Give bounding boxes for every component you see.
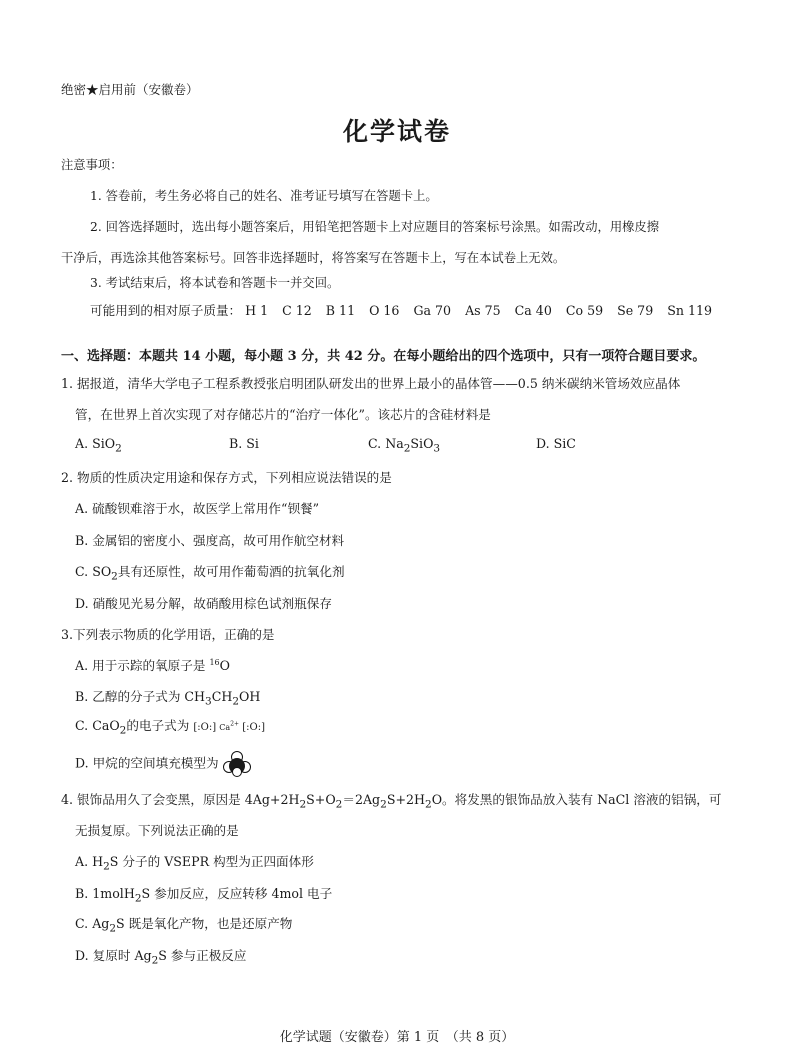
page-footer: 化学试题（安徽卷）第 1 页 （共 8 页） xyxy=(279,1030,515,1045)
mass-as: As 75 xyxy=(465,303,501,318)
notice-item-3: 3. 考试结束后，将本试卷和答题卡一并交回。 xyxy=(90,276,340,290)
q1-stem-line2: 管，在世界上首次实现了对存储芯片的“治疗一体化”。该芯片的含硅材料是 xyxy=(75,407,491,422)
q1-option-b[interactable]: B. Si xyxy=(229,436,259,451)
notice-heading: 注意事项： xyxy=(61,158,123,172)
q2-option-b[interactable]: B. 金属铝的密度小、强度高，故可用作航空材料 xyxy=(75,533,345,548)
atomic-masses xyxy=(90,300,712,319)
q2-option-c[interactable]: C. $SO_2$具有还原性，故可用作葡萄酒的抗氧化剂 xyxy=(75,564,345,583)
page-title: 化学试卷 xyxy=(342,117,451,146)
mass-c: C 12 xyxy=(282,303,312,318)
confidential-label: 绝密★启用前（安徽卷） xyxy=(61,82,199,97)
q3-stem: 3.下列表示物质的化学用语，正确的是 xyxy=(61,627,275,642)
q3-option-a[interactable]: A. 用于示踪的氧原子是 $^{16}$O xyxy=(75,657,230,673)
q1-option-a[interactable]: A. SiO$_2$ xyxy=(75,436,122,455)
q4-stem-line2: 无损复原。下列说法正确的是 xyxy=(75,823,239,838)
q4-option-d[interactable]: D. 复原时 $Ag_2S$ 参与正极反应 xyxy=(75,948,247,967)
notice-item-2: 2. 回答选择题时，选出每小题答案后，用铅笔把答题卡上对应题目的答案标号涂黑。如需改动，用橡皮擦 xyxy=(90,220,660,234)
q3-option-b[interactable]: B. 乙醇的分子式为 $CH_3CH_2OH$ xyxy=(75,689,261,708)
q4-option-b[interactable]: B. 1molH$_2$S 参加反应，反应转移 4mol 电子 xyxy=(75,886,333,905)
mass-o: O 16 xyxy=(369,303,400,318)
section-title: 一、选择题：本题共 14 小题，每小题 3 分，共 42 分。在每小题给出的四个选项中，只有一项符合题目要求。 xyxy=(61,349,706,364)
electron-formula: [:O:] $Ca^{2+}$ [:O:] xyxy=(193,720,265,733)
mass-b: B 11 xyxy=(325,303,356,318)
q4-option-c[interactable]: C. $Ag_2S$ 既是氧化产物，也是还原产物 xyxy=(75,916,293,935)
q1-option-d[interactable]: D. SiC xyxy=(536,436,576,451)
notice-item-2-cont: 干净后，再选涂其他答案标号。回答非选择题时，将答案写在答题卡上，写在本试卷上无效。 xyxy=(61,251,566,265)
mass-h: H 1 xyxy=(245,303,269,318)
q1-option-c[interactable]: C. $Na_2SiO_3$ xyxy=(368,436,441,455)
q3-option-c[interactable]: C. CaO$_2$的电子式为 [:O:] $Ca^{2+}$ [:O:] xyxy=(75,718,265,737)
notice-item-1: 1. 答卷前，考生务必将自己的姓名、准考证号填写在答题卡上。 xyxy=(90,189,438,203)
q1-stem-line1: 1. 据报道，清华大学电子工程系教授张启明团队研发出的世界上最小的晶体管——0.5 纳米碳纳米管场效应晶体 xyxy=(61,376,681,391)
q3-option-d[interactable]: D. 甲烷的空间填充模型为 xyxy=(75,751,251,777)
q2-option-a[interactable]: A. 硫酸钡难溶于水，故医学上常用作“钡餐” xyxy=(75,501,320,516)
mass-co: Co 59 xyxy=(565,303,604,318)
atomic-masses-label: 可能用到的相对原子质量： xyxy=(90,303,242,318)
mass-se: Se 79 xyxy=(617,303,654,318)
q2-stem: 2. 物质的性质决定用途和保存方式，下列相应说法错误的是 xyxy=(61,470,392,485)
mass-ca: Ca 40 xyxy=(514,303,552,318)
q4-option-a[interactable]: A. $H_2S$ 分子的 VSEPR 构型为正四面体形 xyxy=(75,854,314,873)
q4-stem-line1: 4. 银饰品用久了会变黑，原因是 $4Ag+2H_2S+O_2=2Ag_2S+2H_2O$。将发黑的银饰品放入装有 NaCl 溶液的铝锅，可 xyxy=(61,792,722,811)
mass-ga: Ga 70 xyxy=(413,303,452,318)
q2-option-d[interactable]: D. 硝酸见光易分解，故硝酸用棕色试剂瓶保存 xyxy=(75,596,332,611)
methane-space-filling-model-icon xyxy=(223,751,251,777)
mass-sn: Sn 119 xyxy=(667,303,712,318)
